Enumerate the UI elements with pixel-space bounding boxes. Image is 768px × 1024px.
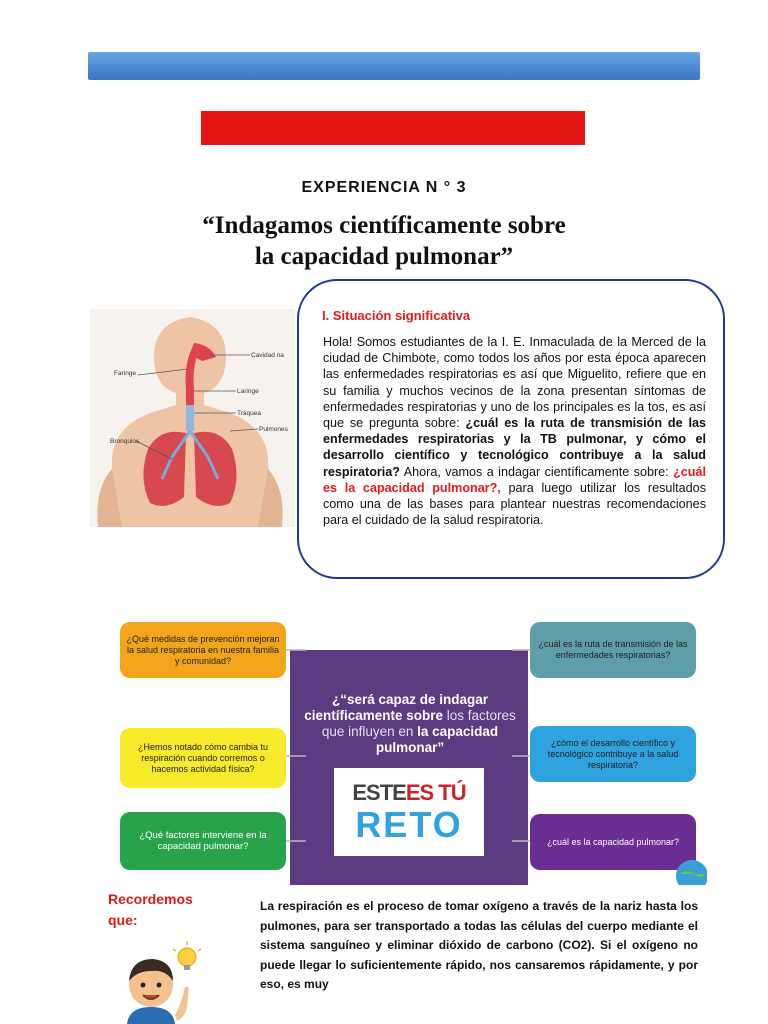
situacion-p3: para luego utilizar los resultados como una de las bases para plantear nuestras recomendaciones para el cuidado de la salud respiratoria. <box>323 480 706 528</box>
title-line-1: “Indagamos científicamente sobre <box>202 212 566 239</box>
title-line-2: la capacidad pulmonar” <box>254 243 514 270</box>
situacion-p2: Ahora, vamos a indagar científicamente sobre: <box>400 464 674 479</box>
label-faringe: Faringe <box>114 370 137 377</box>
label-pulmones: Pulmones <box>259 426 288 433</box>
situacion-text <box>323 334 706 528</box>
card-factores: ¿Qué factores interviene en la capacidad pulmonar? <box>120 812 286 870</box>
center-question: ¿“será capaz de indagar científicamente sobre los factores que influyen en la capacidad pulmonar” <box>304 692 516 755</box>
reto-infographic <box>110 606 707 885</box>
respiratory-system-image <box>90 309 295 527</box>
globe-icon <box>670 840 707 885</box>
situacion-heading: I. Situación significativa <box>322 308 471 323</box>
card-respiracion: ¿Hemos notado cómo cambia tu respiración cuando corremos o hacemos actividad física? <box>120 728 286 788</box>
situacion-p1: Hola! Somos estudiantes de la I. E. Inmaculada de la Merced de la ciudad de Chimbote, como todos los años por esta época aparecen las enfermedades respiratorias es así que Miguelito, refiere que en su familia y muchos vecinos de la zona presentan síntomas de enfermedades respiratorias y uno de los principales es la tos, es así que se pregunta sobre: <box>323 335 706 431</box>
experiencia-label: EXPERIENCIA N ° 3 <box>301 179 467 196</box>
situacion-question-2: ¿cuál es la capacidad pulmonar?, <box>323 464 706 495</box>
card-capacidad: ¿cuál es la capacidad pulmonar? <box>530 814 696 870</box>
este-es-tu-reto-logo: ESTEES TÚ RETO <box>334 768 484 856</box>
label-cavidad: Cavidad na <box>251 352 284 359</box>
recordemos-text: La respiración es el proceso de tomar oxígeno a través de la nariz hasta los pulmones, para ser transportado a todas las células del cuerpo mediante el sistema sanguíneo y eliminar dióxido de carbono (CO2). Si el oxígeno no puede llegar lo suficientemente rápido, nos cansaremos rápidamente, y por eso, es muy <box>260 899 698 991</box>
school-name-banner <box>88 52 700 80</box>
recordemos-title: Recordemos que: <box>108 891 193 928</box>
situacion-question-1: ¿cuál es la ruta de transmisión de las enfermedades respiratorias y la TB pulmonar, y cómo el desarrollo científico y tecnológico contribuye a la salud respiratoria? <box>323 416 706 479</box>
label-bronquios: Bronquios <box>110 438 140 445</box>
label-traquea: Tráquea <box>237 410 261 417</box>
label-laringe: Laringe <box>237 388 259 395</box>
boy-idea-illustration <box>115 935 215 1024</box>
card-desarrollo: ¿cómo el desarrollo científico y tecnológico contribuye a la salud respiratoria? <box>530 726 696 782</box>
card-ruta-transmision: ¿cuál es la ruta de transmisión de las enfermedades respiratorias? <box>530 622 696 678</box>
subtitle-banner <box>201 111 585 145</box>
page-title <box>0 210 768 272</box>
card-prevencion: ¿Qué medidas de prevención mejoran la salud respiratoria en nuestra familia y comunidad? <box>120 622 286 678</box>
